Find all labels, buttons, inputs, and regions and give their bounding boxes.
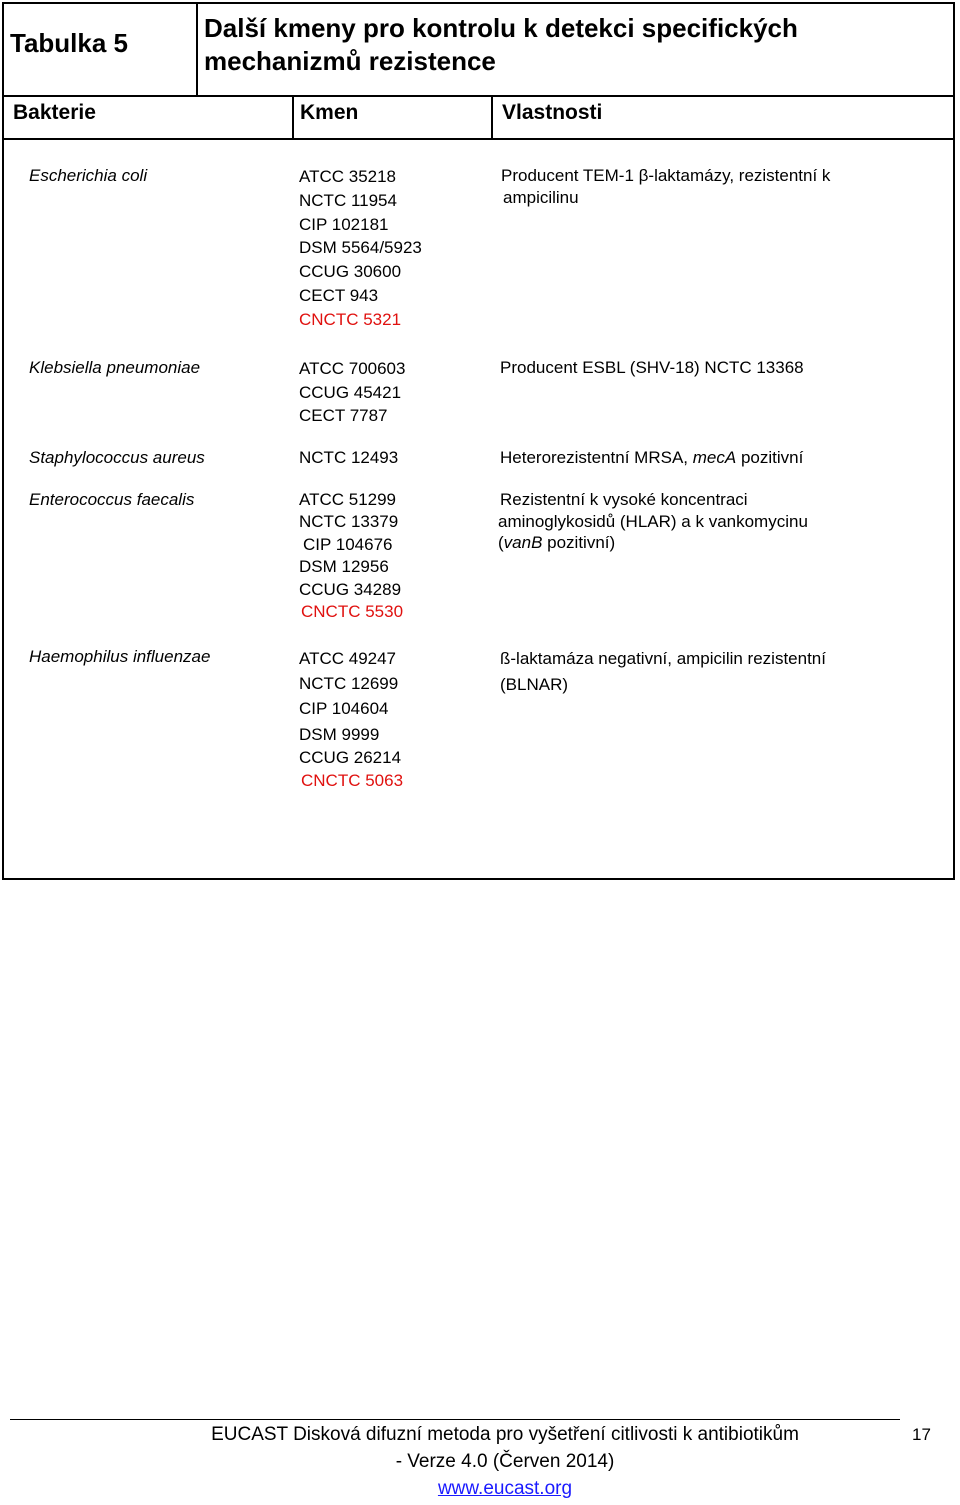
strain-item: NCTC 12493 <box>299 448 399 467</box>
column-header-vlastnosti: Vlastnosti <box>502 101 603 124</box>
bacterium-name: Escherichia coli <box>29 166 148 185</box>
strain-item: ATCC 35218 <box>299 167 397 186</box>
strain-item-cnctc: CNCTC 5063 <box>301 770 404 790</box>
strain-item: DSM 12956 <box>299 557 389 577</box>
table-label: Tabulka 5 <box>10 28 129 58</box>
strain-list <box>299 489 403 623</box>
strain-item: CCUG 34289 <box>299 579 402 599</box>
bacterium-name: Enterococcus faecalis <box>29 490 195 509</box>
properties-line: Producent TEM-1 β-laktamázy, rezistentní k <box>501 166 831 185</box>
bacterium-name: Klebsiella pneumoniae <box>29 358 201 377</box>
strain-item: CIP 104604 <box>299 699 389 719</box>
bacterium-name: Haemophilus influenzae <box>29 647 211 666</box>
strain-item: CCUG 45421 <box>299 382 402 402</box>
column-separator-1 <box>292 95 294 138</box>
strain-item: CIP 104676 <box>303 534 393 554</box>
strain-item: ATCC 51299 <box>299 490 397 509</box>
properties-line: ß-laktamáza negativní, ampicilin rezistentní <box>500 649 826 668</box>
strain-item: DSM 5564/5923 <box>299 238 422 258</box>
properties-text <box>501 165 830 209</box>
bacterium-name: Staphylococcus aureus <box>29 448 205 467</box>
table-title <box>204 12 944 78</box>
column-header-bakterie: Bakterie <box>13 101 96 124</box>
footer-version: - Verze 4.0 (Červen 2014) <box>395 1451 615 1472</box>
strain-item: NCTC 11954 <box>299 190 397 210</box>
column-separator-2 <box>491 95 493 138</box>
table-frame <box>2 2 955 880</box>
strain-item-cnctc: CNCTC 5321 <box>299 309 402 329</box>
strain-list <box>299 357 405 428</box>
strain-list <box>299 165 422 332</box>
strain-item: CCUG 30600 <box>299 262 402 282</box>
strain-item: CECT 7787 <box>299 406 388 425</box>
table-title-line-1: Další kmeny pro kontrolu k detekci specifických <box>204 13 798 43</box>
strain-item: DSM 9999 <box>299 724 380 744</box>
properties-fragment: pozitivní <box>736 448 804 467</box>
strain-list <box>299 646 403 793</box>
strain-item: NCTC 13379 <box>299 512 399 532</box>
properties-line: Rezistentní k vysoké koncentraci <box>500 490 748 509</box>
header-divider <box>4 95 953 97</box>
page-footer <box>180 1421 830 1502</box>
properties-fragment: Heterorezistentní MRSA, <box>500 448 693 467</box>
gene-name: mecA <box>692 448 737 467</box>
strain-item: ATCC 49247 <box>299 649 397 668</box>
strain-item: CCUG 26214 <box>299 747 402 767</box>
footer-website-link[interactable]: www.eucast.org <box>437 1478 573 1499</box>
properties-line: aminoglykosidů (HLAR) a k vankomycinu <box>498 511 808 531</box>
properties-text: Producent ESBL (SHV-18) NCTC 13368 <box>500 358 804 377</box>
table-title-line-2: mechanizmů rezistence <box>204 46 496 76</box>
properties-fragment: pozitivní) <box>542 533 616 552</box>
strain-item: CIP 102181 <box>299 214 389 234</box>
strain-item: ATCC 700603 <box>299 359 406 378</box>
properties-line: (BLNAR) <box>500 674 569 694</box>
strain-item: NCTC 12699 <box>299 674 399 694</box>
properties-text <box>500 447 803 469</box>
gene-name: vanB <box>503 533 543 552</box>
strain-item-cnctc: CNCTC 5530 <box>301 602 404 622</box>
properties-text <box>500 646 826 697</box>
column-header-kmen: Kmen <box>300 101 359 124</box>
page-number: 17 <box>912 1425 931 1444</box>
footer-title: EUCAST Disková difuzní metoda pro vyšetření citlivosti k antibiotikům <box>211 1424 799 1445</box>
properties-text <box>498 489 808 554</box>
strain-item: CECT 943 <box>299 285 379 305</box>
properties-fragment: ( <box>498 533 504 552</box>
footer-rule <box>10 1419 900 1420</box>
properties-line: ampicilinu <box>503 188 579 207</box>
title-separator <box>196 4 198 95</box>
column-header-divider <box>4 138 953 140</box>
